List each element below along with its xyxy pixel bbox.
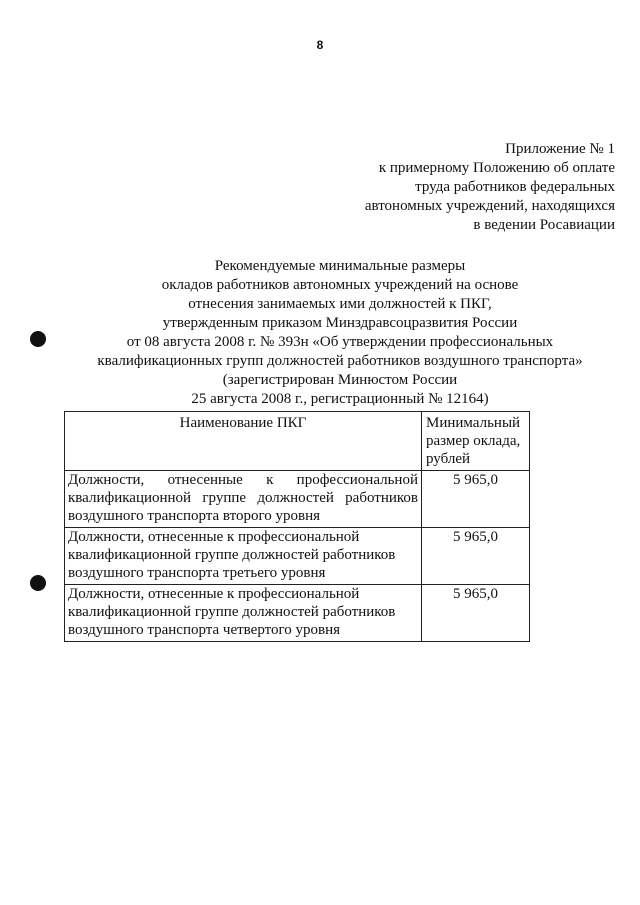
appendix-line: автономных учреждений, находящихся [364,198,615,214]
title-line: 25 августа 2008 г., регистрационный № 12164) [191,391,489,407]
document-title [85,257,595,409]
appendix-line: Приложение № 1 [505,141,615,157]
row-name: Должности, отнесенные к профессиональной квалификационной группе должностей работников воздушного транспорта третьего уровня [65,528,422,585]
title-line: утвержденным приказом Минздравсоцразвития России [162,315,518,331]
title-line: Рекомендуемые минимальные размеры [214,258,466,274]
table-row [65,585,530,642]
row-salary: 5 965,0 [422,585,530,642]
appendix-block [285,140,615,235]
punch-hole-mark [30,331,46,347]
appendix-line: к примерному Положению об оплате [378,160,615,176]
header-name: Наименование ПКГ [65,412,422,471]
page-number: 8 [316,38,324,52]
row-salary: 5 965,0 [422,471,530,528]
appendix-line: в ведении Росавиации [473,217,615,233]
title-line: отнесения занимаемых ими должностей к ПКГ, [188,296,492,312]
header-salary: Минимальный размер оклада, рублей [422,412,530,471]
title-line: от 08 августа 2008 г. № 393н «Об утверждении профессиональных [126,334,554,350]
table-header-row [65,412,530,471]
row-name: Должности, отнесенные к профессиональной квалификационной группе должностей работников воздушного транспорта четвертого уровня [65,585,422,642]
table-row [65,471,530,528]
row-name: Должности, отнесенные к профессиональной квалификационной группе должностей работников воздушного транспорта второго уровня [65,471,422,528]
row-salary: 5 965,0 [422,528,530,585]
salary-table [64,411,530,642]
table-row [65,528,530,585]
appendix-line: труда работников федеральных [415,179,615,195]
title-line: окладов работников автономных учреждений на основе [161,277,519,293]
title-line: (зарегистрирован Минюстом России [222,372,458,388]
title-line: квалификационных групп должностей работников воздушного транспорта» [97,353,583,369]
punch-hole-mark [30,575,46,591]
